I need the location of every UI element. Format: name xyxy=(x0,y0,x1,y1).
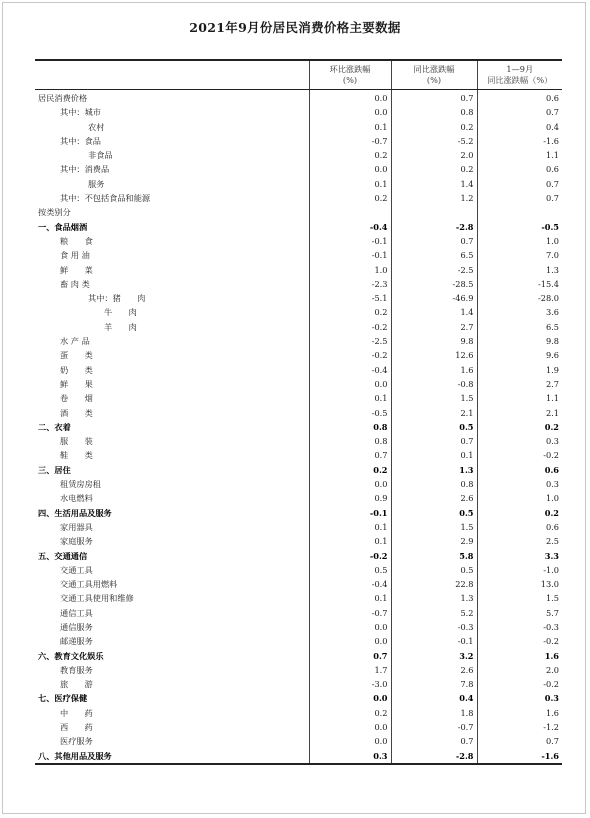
value-ytd: 1.6 xyxy=(545,707,559,718)
value-yoy: 1.6 xyxy=(391,363,477,377)
table-row xyxy=(35,363,562,377)
row-label: 奶 类 xyxy=(35,363,309,377)
value-mom: 0.2 xyxy=(309,706,391,720)
value-mom: 0.0 xyxy=(309,162,391,176)
value-ytd: -0.2 xyxy=(543,636,559,647)
value-yoy: -2.5 xyxy=(391,263,477,277)
value-ytd: 0.6 xyxy=(544,464,559,475)
row-label: 八、其他用品及服务 xyxy=(35,749,309,764)
value-yoy: 5.2 xyxy=(391,606,477,620)
value-mom: 0.0 xyxy=(309,634,391,648)
value-mom: -0.1 xyxy=(309,506,391,520)
row-label: 四、生活用品及服务 xyxy=(35,506,309,520)
table-row xyxy=(35,563,562,577)
table-row xyxy=(35,105,562,119)
table-row xyxy=(35,691,562,705)
value-mom: -2.3 xyxy=(309,277,391,291)
row-label: 交通工具使用和维修 xyxy=(35,591,309,605)
value-mom: -0.4 xyxy=(309,363,391,377)
row-label: 三、居住 xyxy=(35,463,309,477)
value-yoy: 1.4 xyxy=(391,305,477,319)
table-row xyxy=(35,420,562,434)
table-row xyxy=(35,291,562,305)
row-label: 服 装 xyxy=(35,434,309,448)
header-yoy-title: 同比涨跌幅 xyxy=(413,63,455,74)
value-yoy: 1.8 xyxy=(391,706,477,720)
header-ytd-unit: 同比涨跌幅（%） xyxy=(487,75,553,85)
row-label: 二、衣着 xyxy=(35,420,309,434)
value-mom xyxy=(309,205,391,219)
table-row xyxy=(35,334,562,348)
value-yoy: -28.5 xyxy=(391,277,477,291)
value-mom: 0.2 xyxy=(309,148,391,162)
value-yoy: 12.6 xyxy=(391,348,477,362)
table-row xyxy=(35,377,562,391)
value-mom: 0.0 xyxy=(309,620,391,634)
table-row xyxy=(35,506,562,520)
table-row xyxy=(35,277,562,291)
value-ytd: 1.1 xyxy=(545,150,559,161)
value-ytd: -1.6 xyxy=(543,135,559,146)
row-label: 畜 肉 类 xyxy=(35,277,309,291)
value-ytd: -0.3 xyxy=(543,621,559,632)
value-yoy: -46.9 xyxy=(391,291,477,305)
table-row xyxy=(35,734,562,748)
row-label: 蛋 类 xyxy=(35,348,309,362)
value-mom: 0.0 xyxy=(309,90,391,106)
value-yoy: 0.2 xyxy=(391,120,477,134)
row-label: 家庭服务 xyxy=(35,534,309,548)
table-row xyxy=(35,391,562,405)
value-mom: 0.2 xyxy=(309,463,391,477)
value-mom: 0.3 xyxy=(309,749,391,764)
value-mom: -0.5 xyxy=(309,406,391,420)
value-mom: 0.7 xyxy=(309,649,391,663)
value-mom: -0.1 xyxy=(309,234,391,248)
row-label: 水电燃料 xyxy=(35,491,309,505)
value-mom: -0.2 xyxy=(309,348,391,362)
value-mom: 0.0 xyxy=(309,105,391,119)
table-row xyxy=(35,348,562,362)
table-row xyxy=(35,220,562,234)
value-mom: 0.1 xyxy=(309,177,391,191)
value-yoy: 1.3 xyxy=(391,591,477,605)
value-yoy: 0.5 xyxy=(391,563,477,577)
value-yoy: 3.2 xyxy=(391,649,477,663)
row-label: 六、教育文化娱乐 xyxy=(35,649,309,663)
value-ytd: -15.4 xyxy=(538,278,559,289)
value-mom: 0.0 xyxy=(309,477,391,491)
value-yoy: 2.7 xyxy=(391,320,477,334)
table-row xyxy=(35,677,562,691)
value-yoy: 0.7 xyxy=(391,90,477,106)
value-yoy: 1.3 xyxy=(391,463,477,477)
value-mom: 0.0 xyxy=(309,720,391,734)
table-row xyxy=(35,234,562,248)
row-label: 其中：城市 xyxy=(35,105,309,119)
value-mom: 0.1 xyxy=(309,120,391,134)
value-ytd: 13.0 xyxy=(540,579,559,590)
table-row xyxy=(35,663,562,677)
value-yoy: 2.1 xyxy=(391,406,477,420)
value-ytd: 0.6 xyxy=(545,164,559,175)
value-ytd: -0.5 xyxy=(541,221,559,232)
value-mom: 0.7 xyxy=(309,448,391,462)
table-row xyxy=(35,120,562,134)
value-ytd: -1.0 xyxy=(543,564,559,575)
row-label: 鞋 类 xyxy=(35,448,309,462)
value-ytd: 6.5 xyxy=(545,321,559,332)
value-yoy: -0.8 xyxy=(391,377,477,391)
table-row xyxy=(35,205,562,219)
value-ytd: 0.7 xyxy=(545,193,559,204)
value-yoy: -2.8 xyxy=(391,749,477,764)
value-mom: 1.7 xyxy=(309,663,391,677)
row-label: 教育服务 xyxy=(35,663,309,677)
value-ytd: -0.2 xyxy=(543,450,559,461)
value-yoy: 0.8 xyxy=(391,477,477,491)
row-label: 旅 游 xyxy=(35,677,309,691)
value-yoy: -0.7 xyxy=(391,720,477,734)
value-yoy: -0.1 xyxy=(391,634,477,648)
table-row xyxy=(35,448,562,462)
row-label: 服务 xyxy=(35,177,309,191)
value-ytd: 0.7 xyxy=(545,107,559,118)
row-label: 按类别分 xyxy=(35,205,309,219)
value-mom: 0.9 xyxy=(309,491,391,505)
row-label: 七、医疗保健 xyxy=(35,691,309,705)
header-mom-title: 环比涨跌幅 xyxy=(329,63,371,74)
value-ytd: -0.2 xyxy=(543,679,559,690)
table-row xyxy=(35,591,562,605)
row-label: 其中：猪 肉 xyxy=(35,291,309,305)
value-mom: 0.1 xyxy=(309,591,391,605)
row-label: 其中：消费品 xyxy=(35,162,309,176)
value-ytd: 0.3 xyxy=(545,436,559,447)
value-mom: -0.4 xyxy=(309,220,391,234)
row-label: 农村 xyxy=(35,120,309,134)
value-yoy: 22.8 xyxy=(391,577,477,591)
value-ytd: 9.8 xyxy=(545,336,559,347)
table-row xyxy=(35,162,562,176)
value-yoy xyxy=(391,205,477,219)
value-ytd: -1.2 xyxy=(543,722,559,733)
row-label: 水 产 品 xyxy=(35,334,309,348)
value-mom: -5.1 xyxy=(309,291,391,305)
header-category xyxy=(35,60,309,90)
value-mom: 0.0 xyxy=(309,691,391,705)
row-label: 粮 食 xyxy=(35,234,309,248)
table-row xyxy=(35,191,562,205)
row-label: 一、食品烟酒 xyxy=(35,220,309,234)
value-yoy: -2.8 xyxy=(391,220,477,234)
value-yoy: 0.5 xyxy=(391,506,477,520)
header-yoy xyxy=(391,60,477,90)
row-label: 居民消费价格 xyxy=(35,90,309,106)
value-yoy: 0.7 xyxy=(391,234,477,248)
value-yoy: 1.4 xyxy=(391,177,477,191)
value-ytd: 1.9 xyxy=(545,364,559,375)
header-yoy-unit: (%) xyxy=(426,75,442,85)
table-row xyxy=(35,706,562,720)
table-row xyxy=(35,263,562,277)
table-row xyxy=(35,320,562,334)
table-row xyxy=(35,534,562,548)
row-label: 食 用 油 xyxy=(35,248,309,262)
value-ytd: 1.0 xyxy=(545,235,559,246)
value-ytd: -1.6 xyxy=(477,749,562,764)
value-yoy: 2.6 xyxy=(391,491,477,505)
value-mom: 0.2 xyxy=(309,191,391,205)
table-row xyxy=(35,549,562,563)
table-row xyxy=(35,477,562,491)
page-title: 2021年9月份居民消费价格主要数据 xyxy=(189,20,401,35)
value-mom: -0.1 xyxy=(309,248,391,262)
row-label: 通信工具 xyxy=(35,606,309,620)
value-ytd: 2.1 xyxy=(545,407,559,418)
table-row xyxy=(35,434,562,448)
value-mom: -0.7 xyxy=(309,134,391,148)
value-mom: 0.1 xyxy=(309,534,391,548)
value-ytd: 9.6 xyxy=(545,350,559,361)
table-row xyxy=(35,634,562,648)
value-ytd: 1.5 xyxy=(545,593,559,604)
table-row xyxy=(35,620,562,634)
value-mom: 0.8 xyxy=(309,420,391,434)
value-mom: 0.1 xyxy=(309,520,391,534)
value-ytd: 3.3 xyxy=(544,550,559,561)
row-label: 其中：食品 xyxy=(35,134,309,148)
value-ytd: -28.0 xyxy=(538,293,559,304)
value-mom: 0.0 xyxy=(309,734,391,748)
table-body xyxy=(35,90,562,764)
value-mom: -2.5 xyxy=(309,334,391,348)
value-yoy: 9.8 xyxy=(391,334,477,348)
value-ytd: 1.1 xyxy=(545,393,559,404)
value-yoy: 7.8 xyxy=(391,677,477,691)
value-mom: -3.0 xyxy=(309,677,391,691)
value-mom: -0.2 xyxy=(309,320,391,334)
value-yoy: 1.2 xyxy=(391,191,477,205)
value-yoy: -5.2 xyxy=(391,134,477,148)
table-row xyxy=(35,248,562,262)
table-row xyxy=(35,148,562,162)
row-label: 交通工具 xyxy=(35,563,309,577)
row-label: 卷 烟 xyxy=(35,391,309,405)
value-ytd: 2.5 xyxy=(545,536,559,547)
table-row xyxy=(35,406,562,420)
row-label: 家用器具 xyxy=(35,520,309,534)
value-mom: -0.4 xyxy=(309,577,391,591)
table-row xyxy=(35,90,562,106)
value-ytd: 5.7 xyxy=(545,607,559,618)
row-label: 中 药 xyxy=(35,706,309,720)
value-yoy: 1.5 xyxy=(391,391,477,405)
row-label: 鲜 菜 xyxy=(35,263,309,277)
value-ytd: 0.3 xyxy=(545,479,559,490)
value-ytd: 0.2 xyxy=(544,507,559,518)
table-row xyxy=(35,177,562,191)
value-mom: 0.8 xyxy=(309,434,391,448)
row-label: 鲜 果 xyxy=(35,377,309,391)
row-label: 通信服务 xyxy=(35,620,309,634)
value-yoy: 0.7 xyxy=(391,734,477,748)
value-yoy: 0.1 xyxy=(391,448,477,462)
value-ytd: 2.0 xyxy=(545,664,559,675)
value-yoy: 6.5 xyxy=(391,248,477,262)
value-mom: 0.0 xyxy=(309,377,391,391)
value-ytd: 0.6 xyxy=(545,93,559,103)
row-label: 羊 肉 xyxy=(35,320,309,334)
table-row xyxy=(35,134,562,148)
cpi-table xyxy=(35,59,562,765)
value-ytd: 1.0 xyxy=(545,493,559,504)
value-yoy: 2.6 xyxy=(391,663,477,677)
value-ytd: 1.6 xyxy=(544,650,559,661)
value-ytd: 0.4 xyxy=(545,121,559,132)
header-mom xyxy=(309,60,391,90)
value-yoy: -0.3 xyxy=(391,620,477,634)
value-yoy: 0.8 xyxy=(391,105,477,119)
table-row xyxy=(35,463,562,477)
table-row xyxy=(35,720,562,734)
value-yoy: 0.4 xyxy=(391,691,477,705)
value-ytd: 0.6 xyxy=(545,521,559,532)
value-mom: 0.2 xyxy=(309,305,391,319)
row-label: 邮递服务 xyxy=(35,634,309,648)
value-ytd: 7.0 xyxy=(545,250,559,261)
header-ytd-title: 1—9月 xyxy=(506,63,534,74)
value-yoy: 2.0 xyxy=(391,148,477,162)
row-label: 酒 类 xyxy=(35,406,309,420)
value-yoy: 0.5 xyxy=(391,420,477,434)
value-ytd xyxy=(477,205,562,219)
value-yoy: 0.2 xyxy=(391,162,477,176)
table-row xyxy=(35,520,562,534)
header-ytd xyxy=(477,60,562,90)
value-ytd: 2.7 xyxy=(545,378,559,389)
value-ytd: 0.7 xyxy=(545,736,559,747)
table-row xyxy=(35,491,562,505)
value-mom: -0.7 xyxy=(309,606,391,620)
table-row xyxy=(35,606,562,620)
value-ytd: 0.2 xyxy=(544,421,559,432)
value-mom: 1.0 xyxy=(309,263,391,277)
value-yoy: 0.7 xyxy=(391,434,477,448)
row-label: 交通工具用燃料 xyxy=(35,577,309,591)
table-row xyxy=(35,749,562,764)
value-ytd: 0.3 xyxy=(544,693,559,704)
table-row xyxy=(35,305,562,319)
value-yoy: 2.9 xyxy=(391,534,477,548)
row-label: 牛 肉 xyxy=(35,305,309,319)
row-label: 五、交通通信 xyxy=(35,549,309,563)
row-label: 租赁房房租 xyxy=(35,477,309,491)
table-header xyxy=(35,60,562,90)
row-label: 其中：不包括食品和能源 xyxy=(35,191,309,205)
value-ytd: 0.7 xyxy=(545,178,559,189)
row-label: 西 药 xyxy=(35,720,309,734)
value-ytd: 3.6 xyxy=(545,307,559,318)
value-mom: 0.1 xyxy=(309,391,391,405)
value-yoy: 1.5 xyxy=(391,520,477,534)
table-row xyxy=(35,649,562,663)
table-row xyxy=(35,577,562,591)
value-mom: -0.2 xyxy=(309,549,391,563)
row-label: 非食品 xyxy=(35,148,309,162)
row-label: 医疗服务 xyxy=(35,734,309,748)
value-ytd: 1.3 xyxy=(545,264,559,275)
value-yoy: 5.8 xyxy=(391,549,477,563)
header-mom-unit: (%) xyxy=(342,75,358,85)
value-mom: 0.5 xyxy=(309,563,391,577)
